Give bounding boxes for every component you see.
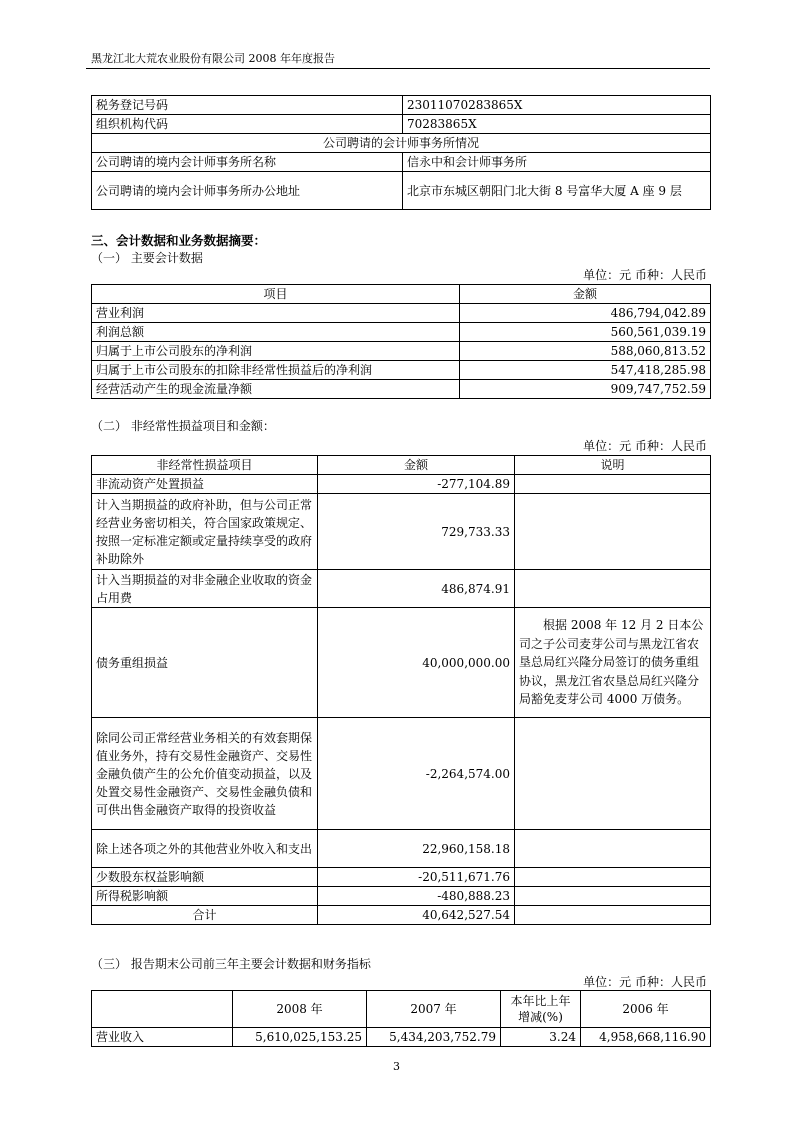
firm-label: 公司聘请的境内会计师事务所名称 — [92, 153, 403, 172]
row-note: 根据 2008 年 12 月 2 日本公司之子公司麦芽公司与黑龙江省农垦总局红兴隆分局签订的债务重组协议，黑龙江省农垦总局红兴隆分局豁免麦芽公司 4000 万债务。 — [515, 608, 711, 718]
table-row — [92, 570, 711, 608]
row-change: 3.24 — [501, 1028, 581, 1047]
row-item: 非流动资产处置损益 — [92, 475, 318, 494]
row-item: 利润总额 — [92, 323, 460, 342]
report-header-title: 黑龙江北大荒农业股份有限公司 2008 年年度报告 — [91, 52, 335, 65]
table-row — [92, 868, 711, 887]
row-item: 债务重组损益 — [92, 608, 318, 718]
row-amount: 486,794,042.89 — [460, 304, 711, 323]
row-amount: 40,000,000.00 — [318, 608, 515, 718]
row-note — [515, 475, 711, 494]
row-item: 营业收入 — [92, 1028, 233, 1047]
table-row — [92, 361, 711, 380]
row-item: 计入当期损益的政府补助，但与公司正常经营业务密切相关，符合国家政策规定、按照一定标准定额或定量持续享受的政府补助除外 — [92, 494, 318, 570]
part3-unit: 单位：元 币种：人民币 — [583, 975, 707, 989]
table-header-row — [92, 991, 711, 1028]
table-row — [92, 342, 711, 361]
table-row — [92, 380, 711, 399]
row-note — [515, 570, 711, 608]
total-label: 合计 — [92, 906, 318, 925]
part2-unit: 单位：元 币种：人民币 — [583, 439, 707, 453]
table-row — [92, 718, 711, 830]
row-amount: 560,561,039.19 — [460, 323, 711, 342]
row-amount: -277,104.89 — [318, 475, 515, 494]
row-item: 归属于上市公司股东的净利润 — [92, 342, 460, 361]
table-row — [92, 323, 711, 342]
row-item: 计入当期损益的对非金融企业收取的资金占用费 — [92, 570, 318, 608]
column-header: 非经常性损益项目 — [92, 456, 318, 475]
row-note — [515, 718, 711, 830]
total-amount: 40,642,527.54 — [318, 906, 515, 925]
table-row — [92, 1028, 711, 1047]
table-row — [92, 115, 711, 134]
firm-section-header: 公司聘请的会计师事务所情况 — [92, 134, 711, 153]
table-row — [92, 494, 711, 570]
page-number: 3 — [393, 1060, 400, 1073]
total-note — [515, 906, 711, 925]
row-value-2008: 5,610,025,153.25 — [233, 1028, 367, 1047]
row-amount: 909,747,752.59 — [460, 380, 711, 399]
row-item: 除上述各项之外的其他营业外收入和支出 — [92, 830, 318, 868]
table-row — [92, 830, 711, 868]
table-row — [92, 304, 711, 323]
firm-label: 公司聘请的境内会计师事务所办公地址 — [92, 172, 403, 210]
part1-unit: 单位：元 币种：人民币 — [583, 268, 707, 282]
row-amount: -20,511,671.76 — [318, 868, 515, 887]
table-row — [92, 153, 711, 172]
info-label: 组织机构代码 — [92, 115, 403, 134]
info-value: 70283865X — [403, 115, 711, 134]
three-year-table — [91, 990, 711, 1047]
row-amount: 729,733.33 — [318, 494, 515, 570]
total-row — [92, 906, 711, 925]
info-label: 税务登记号码 — [92, 96, 403, 115]
column-header: 本年比上年增减(%) — [501, 991, 581, 1028]
row-item: 少数股东权益影响额 — [92, 868, 318, 887]
row-amount: 22,960,158.18 — [318, 830, 515, 868]
row-amount: 486,874.91 — [318, 570, 515, 608]
row-note — [515, 830, 711, 868]
row-amount: -480,888.23 — [318, 887, 515, 906]
table-row — [92, 887, 711, 906]
table-row — [92, 608, 711, 718]
firm-value: 北京市东城区朝阳门北大街 8 号富华大厦 A 座 9 层 — [403, 172, 711, 210]
part3-title: （三） 报告期末公司前三年主要会计数据和财务指标 — [91, 957, 371, 971]
table-header-row — [92, 456, 711, 475]
non-recurring-table — [91, 455, 711, 925]
row-amount: -2,264,574.00 — [318, 718, 515, 830]
row-note — [515, 494, 711, 570]
table-header-row — [92, 285, 711, 304]
row-amount: 547,418,285.98 — [460, 361, 711, 380]
header-divider — [86, 68, 710, 69]
row-value-2006: 4,958,668,116.90 — [581, 1028, 711, 1047]
row-item: 营业利润 — [92, 304, 460, 323]
column-header: 2006 年 — [581, 991, 711, 1028]
row-note — [515, 887, 711, 906]
section-title: 三、会计数据和业务数据摘要： — [91, 233, 267, 248]
table-row — [92, 134, 711, 153]
table-row — [92, 475, 711, 494]
part1-title: （一） 主要会计数据 — [91, 251, 203, 265]
column-header: 金额 — [460, 285, 711, 304]
column-header: 2008 年 — [233, 991, 367, 1028]
row-item: 归属于上市公司股东的扣除非经常性损益后的净利润 — [92, 361, 460, 380]
row-item: 除同公司正常经营业务相关的有效套期保值业务外，持有交易性金融资产、交易性金融负债产生的公允价值变动损益，以及处置交易性金融资产、交易性金融负债和可供出售金融资产取得的投资收益 — [92, 718, 318, 830]
info-value: 23011070283865X — [403, 96, 711, 115]
main-accounting-table — [91, 284, 711, 399]
row-amount: 588,060,813.52 — [460, 342, 711, 361]
column-header — [92, 991, 233, 1028]
row-item: 经营活动产生的现金流量净额 — [92, 380, 460, 399]
company-info-table — [91, 95, 711, 210]
table-row — [92, 96, 711, 115]
table-row — [92, 172, 711, 210]
column-header: 2007 年 — [367, 991, 501, 1028]
row-value-2007: 5,434,203,752.79 — [367, 1028, 501, 1047]
firm-value: 信永中和会计师事务所 — [403, 153, 711, 172]
column-header: 金额 — [318, 456, 515, 475]
row-note — [515, 868, 711, 887]
column-header: 说明 — [515, 456, 711, 475]
row-item: 所得税影响额 — [92, 887, 318, 906]
part2-title: （二） 非经常性损益项目和金额： — [91, 419, 275, 433]
column-header: 项目 — [92, 285, 460, 304]
